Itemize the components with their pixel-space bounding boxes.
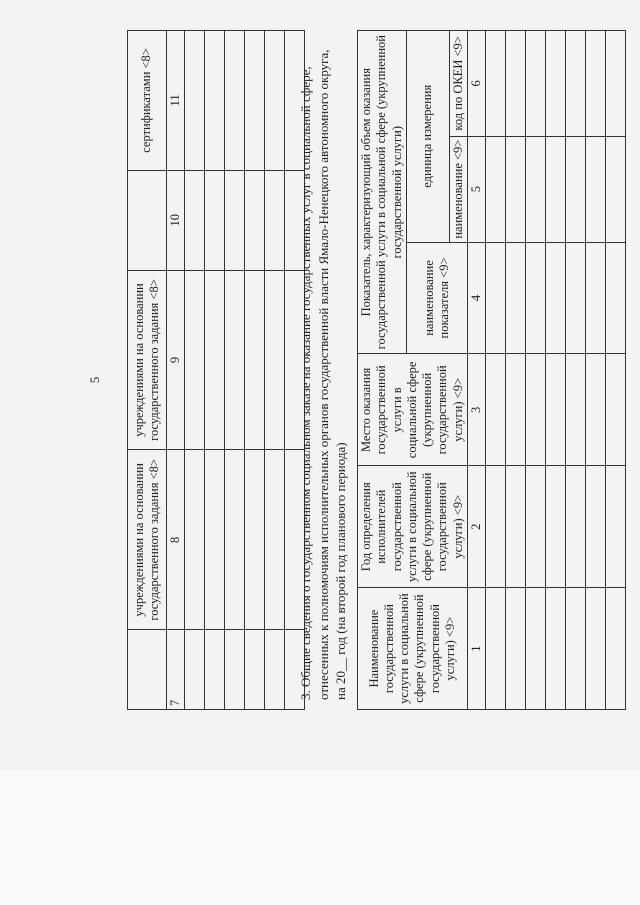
- section-3-heading: 3. Общие сведения о государственном социальном заказе на оказание государственных услуг в социальной сфере, отнесенных к полномочиям исполнительных органов государственной власти Ямало-Ненецкого автономного округа, на 20__ год (на второй год планового периода): [298, 49, 349, 700]
- table-row: [606, 31, 626, 710]
- table-row: [205, 31, 225, 710]
- column-number: 7: [167, 630, 185, 710]
- table-continuation: [127, 30, 305, 710]
- header-cell: учреждениями на основании государственного задания <8>: [128, 450, 167, 630]
- column-number: 1: [467, 588, 485, 710]
- table-row: [546, 31, 566, 710]
- table-row: [486, 31, 506, 710]
- page-number: 5: [87, 376, 102, 384]
- header-unit-name: наименование <9>: [449, 136, 467, 242]
- table-header-row: [358, 31, 407, 710]
- column-number: 8: [167, 450, 185, 630]
- header-year: Год определения исполнителей государственной услуги в социальной сфере (укрупненной государственной услуги) <9>: [358, 466, 468, 588]
- column-number-row: [467, 31, 485, 710]
- header-cell: сертификатами <8>: [128, 31, 167, 171]
- page-margin: [0, 770, 640, 905]
- header-cell: учреждениями на основании государственного задания <8>: [128, 270, 167, 450]
- header-place: Место оказания государственной услуги в социальной сфере (укрупненной государственной услуги) <9>: [358, 354, 468, 466]
- column-number: 9: [167, 270, 185, 450]
- table-row: [185, 31, 205, 710]
- column-number: 2: [467, 466, 485, 588]
- column-number: 10: [167, 170, 185, 270]
- column-number: 5: [467, 136, 485, 242]
- header-unit-group: единица измерения: [406, 31, 449, 243]
- table-row: [586, 31, 606, 710]
- table-row: [526, 31, 546, 710]
- table-row: [225, 31, 245, 710]
- header-cell: [128, 170, 167, 270]
- header-service-name: Наименование государственной услуги в социальной сфере (укрупненной государственной услуги) <9>: [358, 588, 468, 710]
- column-number: 4: [467, 242, 485, 354]
- column-number-row: [167, 31, 185, 710]
- table-row: [245, 31, 265, 710]
- social-order-table: [357, 30, 626, 710]
- table-row: [506, 31, 526, 710]
- table-row: [265, 31, 285, 710]
- header-cell: [128, 630, 167, 710]
- header-indicator-name: наименование показателя <9>: [406, 242, 467, 354]
- rotated-page-content: [45, 10, 605, 730]
- table-row: [566, 31, 586, 710]
- table-header-row: [128, 31, 167, 710]
- column-number: 3: [467, 354, 485, 466]
- column-number: 11: [167, 31, 185, 171]
- column-number: 6: [467, 31, 485, 137]
- header-unit-code: код по ОКЕИ <9>: [449, 31, 467, 137]
- header-indicator-group: Показатель, характеризующий объем оказания государственной услуги в социальной сфере (укрупненной государственной услуги): [358, 31, 407, 354]
